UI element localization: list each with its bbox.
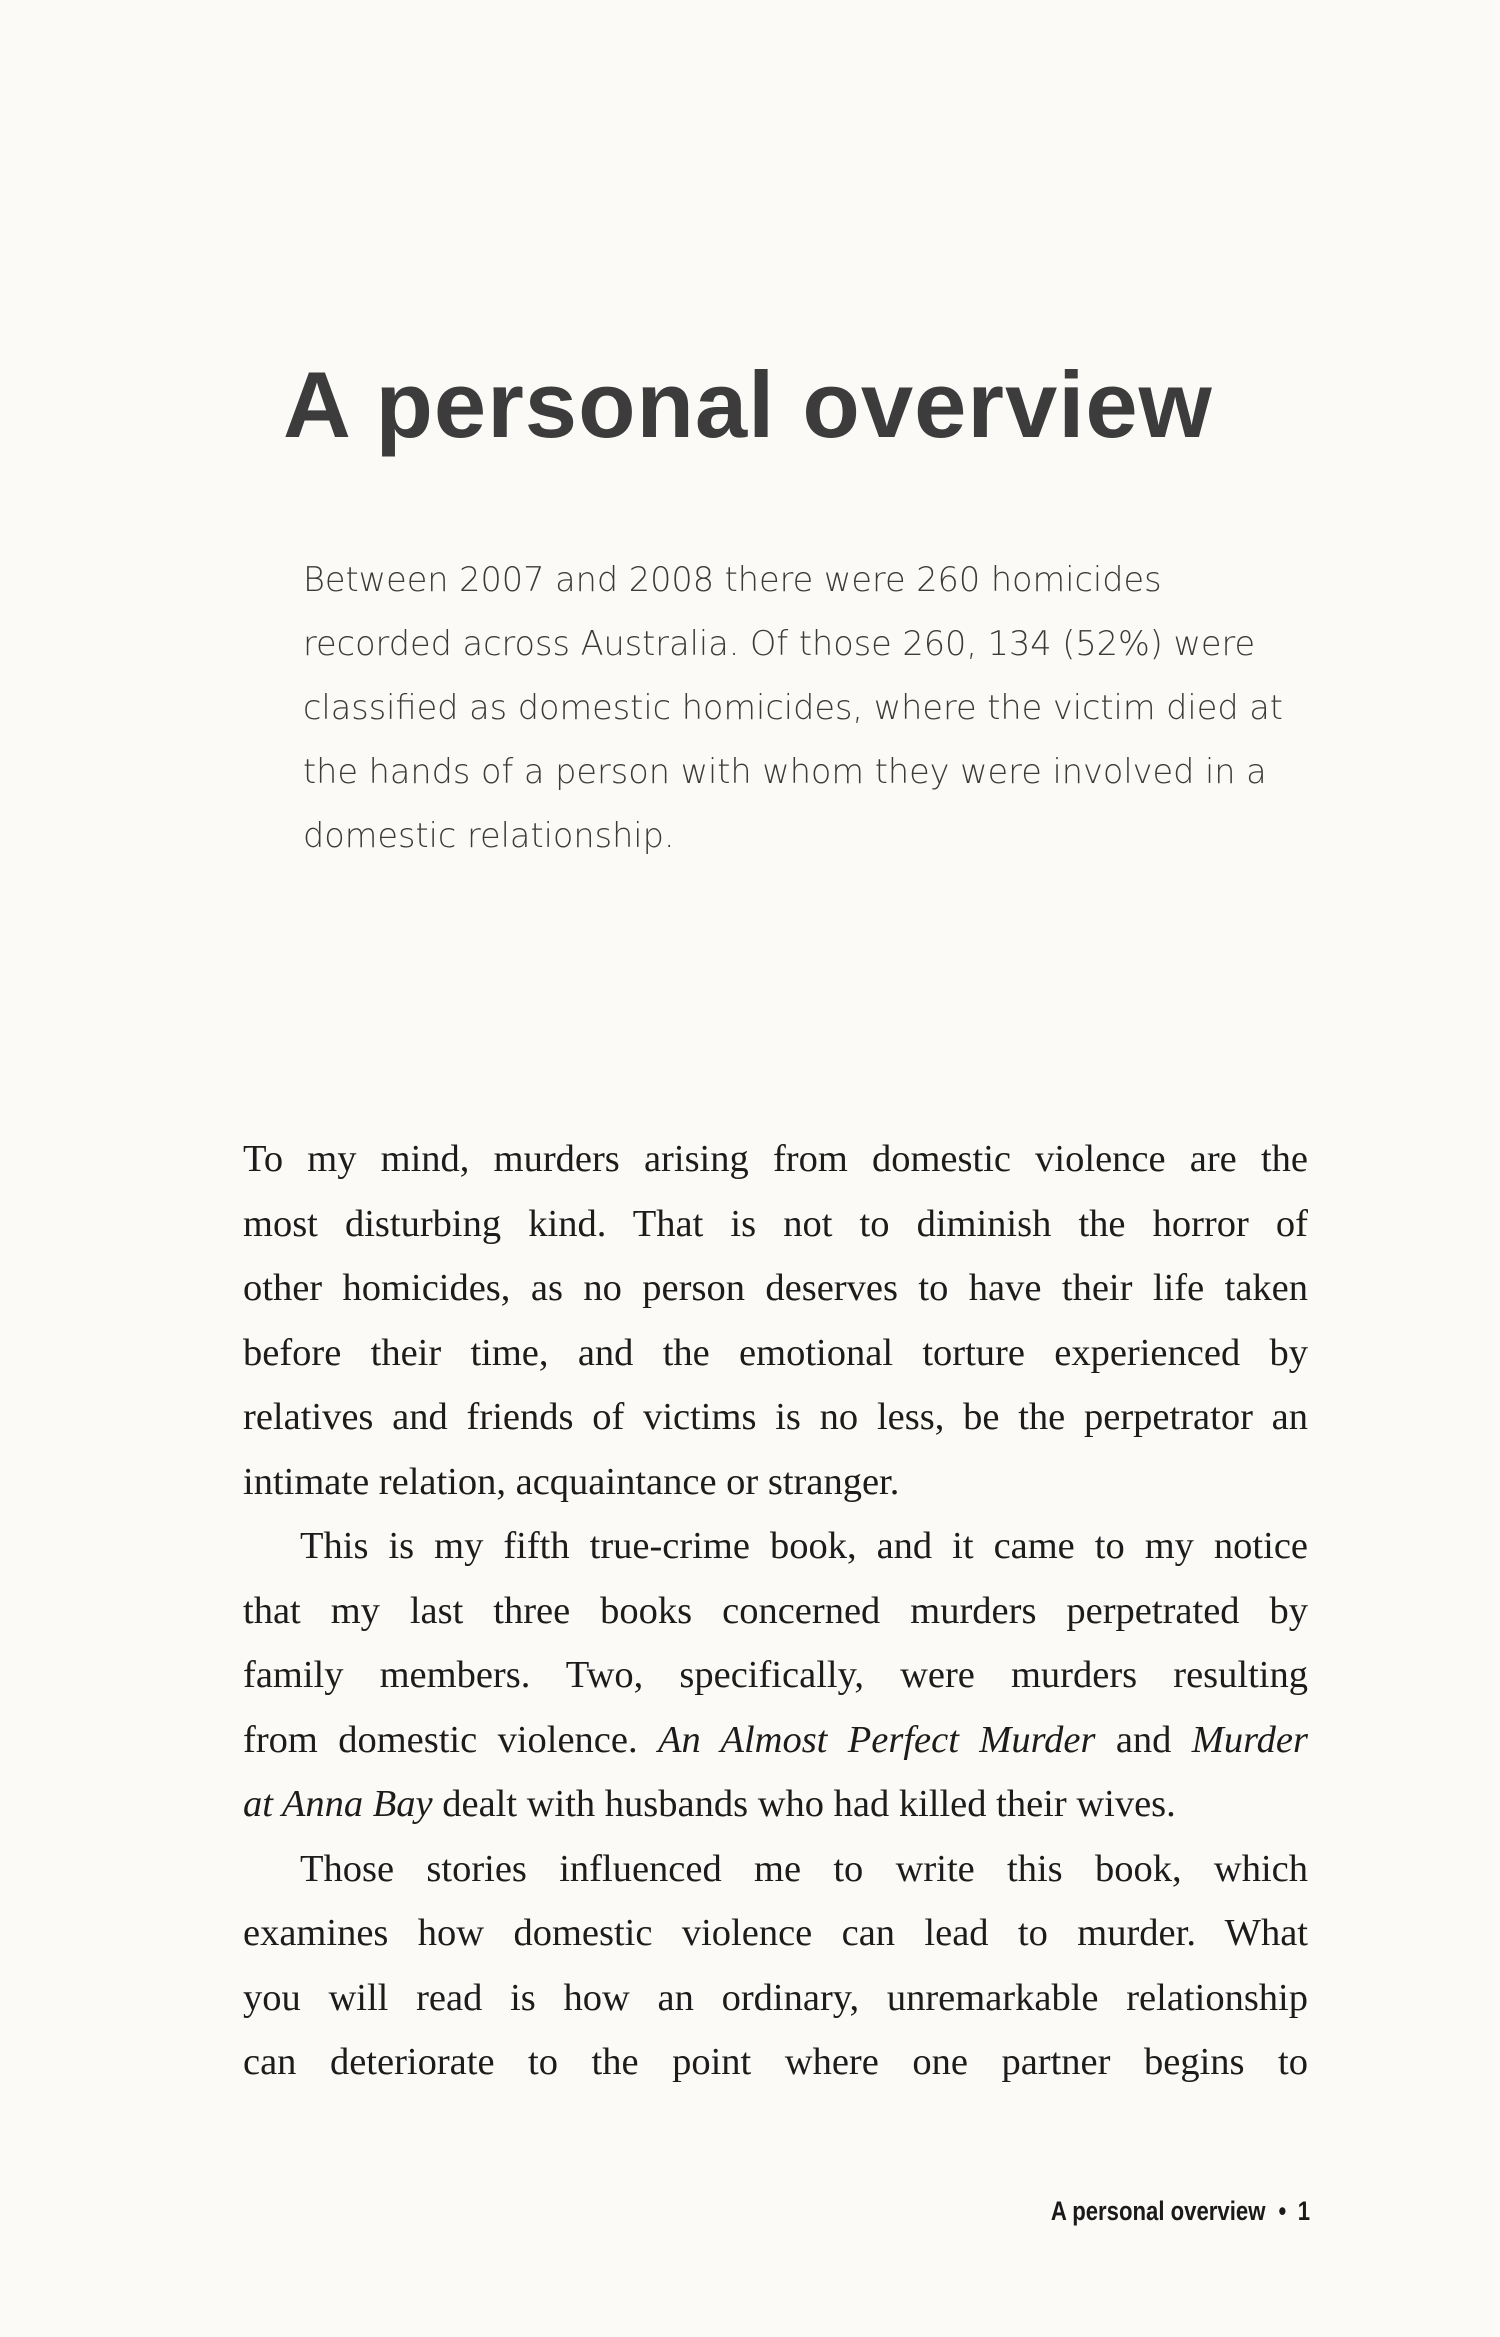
book-title-italic: An Almost Perfect Murder [657, 1718, 1096, 1761]
body-line: examines how domestic violence can lead to murder. What [243, 1912, 1308, 1954]
body-text-run: dealt with husbands who had killed their wives. [432, 1783, 1176, 1825]
body-line [243, 1772, 1308, 1837]
book-title-italic: at Anna Bay [243, 1783, 433, 1825]
page-footer [1051, 2196, 1310, 2227]
body-line: can deteriorate to the point where one partner begins to [243, 2041, 1308, 2083]
intro-line: domestic relationship. [303, 816, 675, 855]
intro-line: classified as domestic homicides, where the victim died at [303, 688, 1283, 727]
body-line: most disturbing kind. That is not to diminish the horror of [243, 1202, 1308, 1245]
body-text [243, 1127, 1308, 2095]
body-line: that my last three books concerned murders perpetrated by [243, 1589, 1308, 1632]
intro-line: the hands of a person with whom they were involved in a [303, 752, 1267, 791]
body-line: family members. Two, specifically, were murders resulting [243, 1654, 1308, 1696]
body-line: intimate relation, acquaintance or stranger. [243, 1460, 900, 1503]
book-title-italic: Murder [1191, 1718, 1308, 1761]
body-text-run: and [1095, 1718, 1192, 1761]
intro-line: Between 2007 and 2008 there were 260 homicides [303, 560, 1162, 599]
footer-separator: • [1278, 2196, 1287, 2226]
intro-epigraph [303, 548, 1283, 868]
body-line: Those stories influenced me to write this book, which [300, 1847, 1308, 1890]
body-line [243, 1708, 1308, 1773]
body-line: relatives and friends of victims is no less, be the perpetrator an [243, 1396, 1308, 1438]
body-text-run: from domestic violence. [243, 1718, 658, 1761]
body-line: To my mind, murders arising from domestic violence are the [243, 1138, 1308, 1180]
chapter-title: A personal overview [283, 352, 1213, 457]
body-line: before their time, and the emotional torture experienced by [243, 1331, 1308, 1374]
page-number: 1 [1297, 2196, 1310, 2226]
intro-line: recorded across Australia. Of those 260, 134 (52%) were [303, 624, 1256, 663]
body-line: you will read is how an ordinary, unremarkable relationship [243, 1976, 1308, 2019]
body-line: This is my fifth true-crime book, and it came to my notice [300, 1525, 1308, 1567]
body-line: other homicides, as no person deserves to have their life taken [243, 1267, 1308, 1309]
running-head: A personal overview [1050, 2196, 1266, 2226]
